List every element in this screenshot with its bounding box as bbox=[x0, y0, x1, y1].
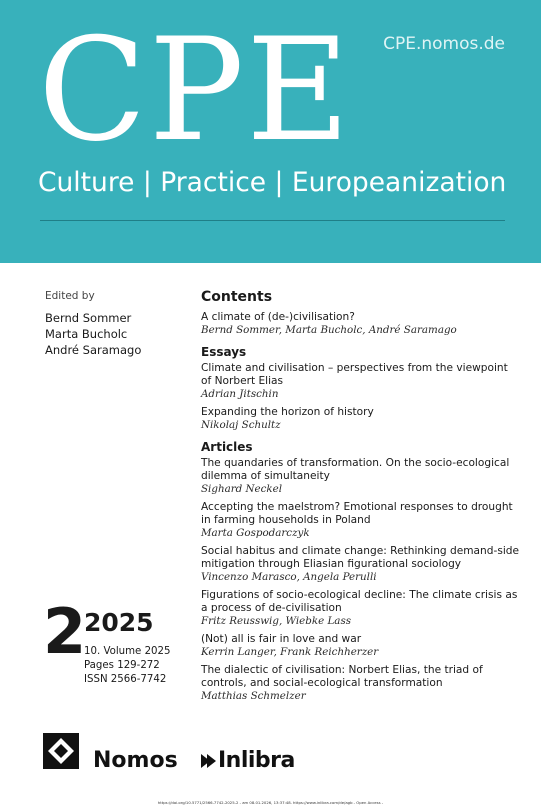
toc-entry[interactable] bbox=[201, 406, 521, 432]
toc-entry[interactable] bbox=[201, 362, 521, 401]
toc-entry[interactable] bbox=[201, 664, 521, 703]
editor-name: Bernd Sommer bbox=[45, 311, 132, 325]
editor-name: Marta Bucholc bbox=[45, 327, 128, 341]
toc-entry-authors: Vincenzo Marasco, Angela Perulli bbox=[201, 571, 377, 583]
toc-entry-title: Climate and civilisation – perspectives from the viewpoint of Norbert Elias bbox=[201, 362, 508, 387]
download-footer: https://doi.org/10.5771/2566-7742-2025-2 - am 08.01.2026, 13:37:48. https://www.inlibra.com/de/agb - Open Access - bbox=[157, 800, 384, 805]
toc-entry-title: Figurations of socio-ecological decline: The climate crisis as a process of de-civilisation bbox=[201, 589, 518, 614]
journal-subtitle: Culture | Practice | Europeanization bbox=[38, 167, 507, 198]
cover-header bbox=[0, 0, 541, 263]
inlibra-logo-icon bbox=[201, 752, 219, 770]
contents-heading: Contents bbox=[201, 289, 273, 305]
nomos-wordmark: Nomos bbox=[93, 748, 178, 773]
table-of-contents bbox=[201, 289, 521, 708]
toc-entry-title: Expanding the horizon of history bbox=[201, 406, 374, 418]
issue-number: 2 bbox=[43, 595, 87, 668]
header-divider bbox=[40, 220, 505, 221]
issue-volume: 10. Volume 2025 bbox=[84, 646, 171, 657]
toc-entry[interactable] bbox=[201, 457, 521, 496]
toc-entry-authors: Marta Gospodarczyk bbox=[201, 527, 310, 539]
toc-entry-title: (Not) all is fair in love and war bbox=[201, 633, 362, 645]
inlibra-wordmark: Inlibra bbox=[218, 748, 295, 773]
issue-year: 2025 bbox=[84, 608, 154, 637]
toc-entry-authors: Adrian Jitschin bbox=[201, 388, 279, 400]
toc-entry-authors: Fritz Reusswig, Wiebke Lass bbox=[201, 615, 352, 627]
journal-logo: CPE bbox=[38, 8, 352, 173]
toc-entry-title: Social habitus and climate change: Rethinking demand-side mitigation through Eliasian figurational sociology bbox=[201, 545, 520, 570]
toc-entry[interactable] bbox=[201, 501, 521, 540]
toc-entry-title: A climate of (de-)civilisation? bbox=[201, 311, 355, 323]
toc-entry-title: The quandaries of transformation. On the socio-ecological dilemma of simultaneity bbox=[201, 457, 510, 482]
toc-entry-title: Accepting the maelstrom? Emotional responses to drought in farming households in Poland bbox=[201, 501, 513, 526]
toc-entry[interactable] bbox=[201, 311, 521, 337]
issue-pages: Pages 129-272 bbox=[84, 660, 160, 671]
articles-heading: Articles bbox=[201, 440, 253, 454]
toc-entry-title: The dialectic of civilisation: Norbert Elias, the triad of controls, and social-ecological transformation bbox=[201, 664, 483, 689]
editors-block bbox=[45, 290, 195, 358]
issue-details bbox=[84, 645, 171, 687]
toc-entry-authors: Kerrin Langer, Frank Reichherzer bbox=[201, 646, 379, 658]
editor-name: André Saramago bbox=[45, 343, 142, 357]
edited-by-label: Edited by bbox=[45, 290, 95, 302]
toc-entry[interactable] bbox=[201, 545, 521, 584]
toc-entry[interactable] bbox=[201, 633, 521, 659]
journal-url[interactable]: CPE.nomos.de bbox=[383, 34, 505, 54]
nomos-logo-icon bbox=[43, 733, 79, 769]
essays-heading: Essays bbox=[201, 345, 247, 359]
toc-entry-authors: Matthias Schmelzer bbox=[201, 690, 306, 702]
toc-entry-authors: Bernd Sommer, Marta Bucholc, André Saramago bbox=[201, 324, 457, 336]
toc-entry[interactable] bbox=[201, 589, 521, 628]
issue-issn: ISSN 2566-7742 bbox=[84, 674, 167, 685]
toc-entry-authors: Sighard Neckel bbox=[201, 483, 282, 495]
toc-entry-authors: Nikolaj Schultz bbox=[201, 419, 281, 431]
